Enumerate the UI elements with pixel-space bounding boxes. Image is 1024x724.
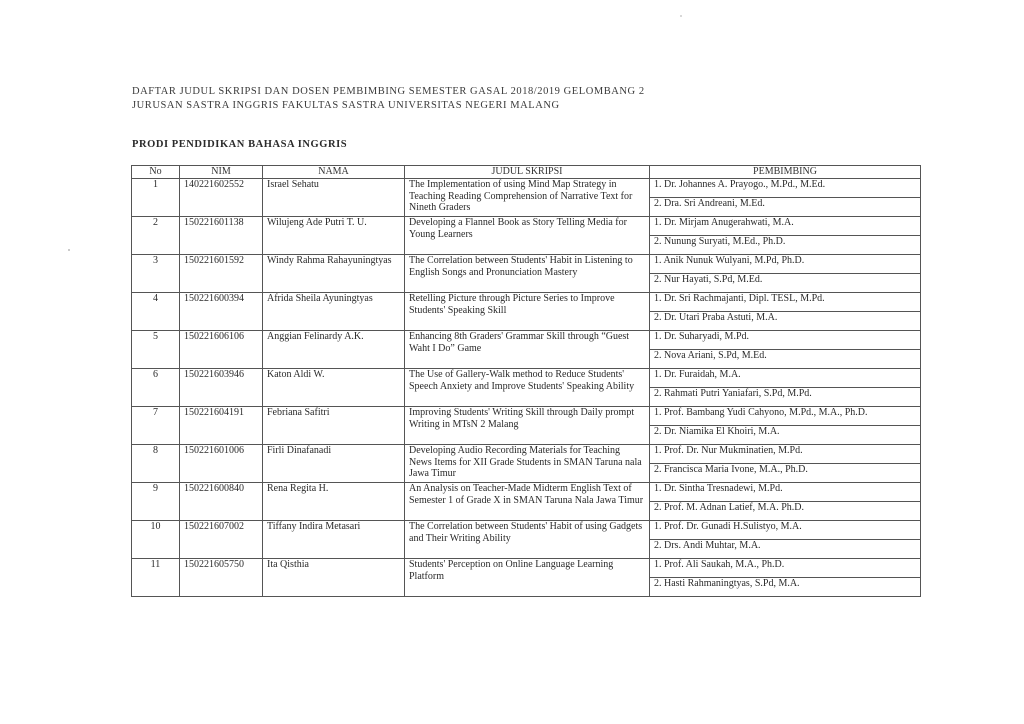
column-header-pembimbing: PEMBIMBING [650, 166, 921, 179]
row-advisor-1: 1. Dr. Suharyadi, M.Pd. [650, 331, 921, 350]
program-heading: PRODI PENDIDIKAN BAHASA INGGRIS [132, 139, 348, 150]
row-advisor-2: 2. Hasti Rahmaningtyas, S.Pd, M.A. [650, 578, 921, 597]
row-judul: Enhancing 8th Graders' Grammar Skill through “Guest Waht I Do” Game [405, 331, 650, 369]
row-advisor-1: 1. Dr. Sintha Tresnadewi, M.Pd. [650, 483, 921, 502]
header-line-1: DAFTAR JUDUL SKRIPSI DAN DOSEN PEMBIMBING SEMESTER GASAL 2018/2019 GELOMBANG 2 [132, 86, 645, 97]
row-no: 3 [132, 255, 180, 293]
row-nim: 150221601592 [180, 255, 263, 293]
table-row [132, 483, 921, 502]
row-nim: 150221600394 [180, 293, 263, 331]
row-nim: 150221601138 [180, 217, 263, 255]
row-nama: Katon Aldi W. [263, 369, 405, 407]
row-no: 6 [132, 369, 180, 407]
row-no: 2 [132, 217, 180, 255]
row-advisor-2: 2. Francisca Maria Ivone, M.A., Ph.D. [650, 464, 921, 483]
row-nim: 150221606106 [180, 331, 263, 369]
scan-speck [680, 15, 682, 17]
row-judul: Developing Audio Recording Materials for Teaching News Items for XII Grade Students in SMAN Taruna nala Jawa Timur [405, 445, 650, 483]
table-row [132, 521, 921, 540]
table-row [132, 559, 921, 578]
row-no: 1 [132, 179, 180, 217]
row-nama: Afrida Sheila Ayuningtyas [263, 293, 405, 331]
table-header-row [132, 166, 921, 179]
column-header-no: No [132, 166, 180, 179]
row-nim: 150221604191 [180, 407, 263, 445]
row-nim: 150221601006 [180, 445, 263, 483]
row-nama: Firli Dinafanadi [263, 445, 405, 483]
row-advisor-2: 2. Nova Ariani, S.Pd, M.Ed. [650, 350, 921, 369]
row-advisor-2: 2. Drs. Andi Muhtar, M.A. [650, 540, 921, 559]
row-nim: 150221607002 [180, 521, 263, 559]
row-nama: Ita Qisthia [263, 559, 405, 597]
table-row [132, 217, 921, 236]
row-advisor-1: 1. Dr. Sri Rachmajanti, Dipl. TESL, M.Pd. [650, 293, 921, 312]
column-header-judul: JUDUL SKRIPSI [405, 166, 650, 179]
row-advisor-1: 1. Prof. Ali Saukah, M.A., Ph.D. [650, 559, 921, 578]
row-judul: The Correlation between Students' Habit of using Gadgets and Their Writing Ability [405, 521, 650, 559]
table-row [132, 179, 921, 198]
table-row [132, 331, 921, 350]
row-advisor-2: 2. Dr. Utari Praba Astuti, M.A. [650, 312, 921, 331]
row-advisor-1: 1. Dr. Johannes A. Prayogo., M.Pd., M.Ed. [650, 179, 921, 198]
row-advisor-2: 2. Prof. M. Adnan Latief, M.A. Ph.D. [650, 502, 921, 521]
row-nim: 150221605750 [180, 559, 263, 597]
row-advisor-1: 1. Dr. Mirjam Anugerahwati, M.A. [650, 217, 921, 236]
row-judul: The Implementation of using Mind Map Strategy in Teaching Reading Comprehension of Narrative Text for Nineth Graders [405, 179, 650, 217]
thesis-table [131, 165, 921, 597]
row-advisor-2: 2. Dra. Sri Andreani, M.Ed. [650, 198, 921, 217]
row-nama: Israel Sehatu [263, 179, 405, 217]
column-header-nim: NIM [180, 166, 263, 179]
row-judul: Students' Perception on Online Language Learning Platform [405, 559, 650, 597]
row-nim: 150221603946 [180, 369, 263, 407]
table-row [132, 369, 921, 388]
row-judul: Developing a Flannel Book as Story Telling Media for Young Learners [405, 217, 650, 255]
table-row [132, 445, 921, 464]
scan-speck [68, 249, 70, 251]
row-nama: Anggian Felinardy A.K. [263, 331, 405, 369]
row-no: 10 [132, 521, 180, 559]
row-nim: 140221602552 [180, 179, 263, 217]
row-judul: Retelling Picture through Picture Series to Improve Students' Speaking Skill [405, 293, 650, 331]
row-advisor-2: 2. Nur Hayati, S.Pd, M.Ed. [650, 274, 921, 293]
row-nama: Windy Rahma Rahayuningtyas [263, 255, 405, 293]
row-nama: Febriana Safitri [263, 407, 405, 445]
row-advisor-2: 2. Nunung Suryati, M.Ed., Ph.D. [650, 236, 921, 255]
row-judul: An Analysis on Teacher-Made Midterm English Text of Semester 1 of Grade X in SMAN Taruna Nala Jawa Timur [405, 483, 650, 521]
row-judul: Improving Students' Writing Skill through Daily prompt Writing in MTsN 2 Malang [405, 407, 650, 445]
row-no: 7 [132, 407, 180, 445]
row-judul: The Use of Gallery-Walk method to Reduce Students' Speech Anxiety and Improve Students' Speaking Ability [405, 369, 650, 407]
table-row [132, 293, 921, 312]
document-header [132, 85, 645, 112]
row-judul: The Correlation between Students' Habit in Listening to English Songs and Pronunciation Mastery [405, 255, 650, 293]
row-advisor-1: 1. Prof. Dr. Nur Mukminatien, M.Pd. [650, 445, 921, 464]
row-nama: Rena Regita H. [263, 483, 405, 521]
row-advisor-1: 1. Anik Nunuk Wulyani, M.Pd, Ph.D. [650, 255, 921, 274]
table-row [132, 255, 921, 274]
row-advisor-2: 2. Dr. Niamika El Khoiri, M.A. [650, 426, 921, 445]
row-nim: 150221600840 [180, 483, 263, 521]
row-no: 8 [132, 445, 180, 483]
row-advisor-1: 1. Prof. Bambang Yudi Cahyono, M.Pd., M.A., Ph.D. [650, 407, 921, 426]
row-nama: Wilujeng Ade Putri T. U. [263, 217, 405, 255]
row-nama: Tiffany Indira Metasari [263, 521, 405, 559]
header-line-2: JURUSAN SASTRA INGGRIS FAKULTAS SASTRA UNIVERSITAS NEGERI MALANG [132, 99, 560, 111]
row-no: 4 [132, 293, 180, 331]
row-advisor-2: 2. Rahmati Putri Yaniafari, S.Pd, M.Pd. [650, 388, 921, 407]
table-row [132, 407, 921, 426]
row-no: 9 [132, 483, 180, 521]
row-no: 11 [132, 559, 180, 597]
row-advisor-1: 1. Prof. Dr. Gunadi H.Sulistyo, M.A. [650, 521, 921, 540]
row-no: 5 [132, 331, 180, 369]
row-advisor-1: 1. Dr. Furaidah, M.A. [650, 369, 921, 388]
column-header-nama: NAMA [263, 166, 405, 179]
